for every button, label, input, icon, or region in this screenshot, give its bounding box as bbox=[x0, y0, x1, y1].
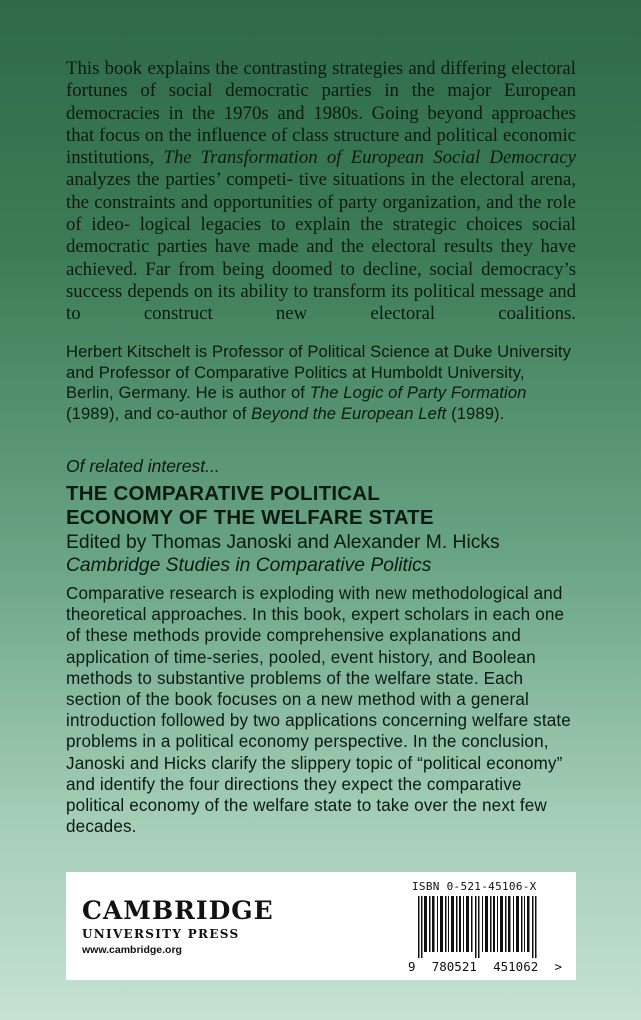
desc-line: analyzes the parties’ competi- bbox=[66, 169, 293, 191]
author-book-title: Beyond the European Left bbox=[251, 404, 447, 424]
barcode-digit: 9 bbox=[408, 959, 416, 974]
desc-line: tive situations in the electoral arena, the constraints and bbox=[66, 169, 576, 213]
desc-line: political economic institutions, bbox=[66, 124, 577, 169]
related-description-text: Comparative research is exploding with new methodological and theoretical approaches. In this book, expert scholars in each one of these methods provide comprehensive explanations and application of time-series, pooled, event history, and Boolean methods to substantive problems of the welfare state. Each section of the book focuses on a new method with a general introduction followed by two applications concerning welfare state problems in a political economy perspective. In the conclusion, Janoski and Hicks clarify the slippery topic of “political economy” and identify the four directions they expect the comparative political economy of the welfare state to take over the next few decades. bbox=[66, 584, 571, 837]
desc-line: democracy’s success depends on its ability to transform its bbox=[66, 258, 576, 302]
related-heading: Of related interest... bbox=[66, 456, 220, 476]
barcode-digit: 451062 bbox=[493, 959, 539, 974]
barcode-icon bbox=[406, 896, 564, 958]
barcode-digit: > bbox=[554, 959, 562, 974]
publisher-subname: UNIVERSITY PRESS bbox=[82, 927, 240, 941]
barcode-digit: 780521 bbox=[431, 959, 477, 974]
related-book-title bbox=[66, 482, 576, 530]
book-title-italic: European Social Democracy bbox=[350, 147, 576, 169]
desc-line: have achieved. Far from being doomed to decline, social bbox=[66, 236, 576, 280]
publisher-footer bbox=[66, 872, 576, 980]
related-series: Cambridge Studies in Comparative Politics bbox=[66, 555, 432, 576]
publisher-name: CAMBRIDGE bbox=[82, 896, 274, 925]
author-bio bbox=[66, 342, 576, 425]
author-book-title: The Logic of Party Formation bbox=[309, 383, 527, 403]
desc-line: approaches that focus on the influence of class structure and bbox=[66, 102, 576, 146]
author-bio-text: (1989). bbox=[446, 404, 505, 424]
desc-line: This book explains the contrasting strategies and differing bbox=[66, 58, 507, 79]
desc-line: opportunities of party organization, and the role of ideo- bbox=[66, 191, 577, 236]
desc-line: electoral fortunes of social democratic parties in the major bbox=[66, 58, 576, 102]
barcode-digits bbox=[406, 959, 564, 974]
book-title-italic: The Transformation of bbox=[163, 147, 342, 169]
related-editors: Edited by Thomas Janoski and Alexander M. Hicks bbox=[66, 532, 500, 553]
publisher-logo bbox=[82, 896, 274, 956]
author-bio-text: Herbert Kitschelt is Professor of Political Science at Duke University and Professor of Comparative Politics at Humboldt University, Berlin, Germany. He is author of bbox=[66, 342, 571, 403]
related-description bbox=[66, 583, 576, 837]
publisher-url: www.cambridge.org bbox=[82, 944, 182, 956]
related-title-line: ECONOMY OF THE WELFARE STATE bbox=[66, 506, 434, 529]
desc-line: logical legacies to explain the strategic choices social bbox=[139, 214, 576, 236]
desc-line: democratic parties have made and the electoral results they bbox=[66, 236, 533, 258]
desc-line: political message and to construct new electoral coalitions. bbox=[66, 280, 576, 325]
isbn-barcode bbox=[406, 880, 564, 974]
desc-line: European democracies in the 1970s and 1980s. Going beyond bbox=[66, 80, 576, 124]
author-bio-text: (1989), and co-author of bbox=[66, 404, 252, 424]
isbn-label: ISBN 0-521-45106-X bbox=[412, 880, 537, 893]
back-cover-description bbox=[66, 58, 576, 326]
related-title-line: THE COMPARATIVE POLITICAL bbox=[66, 482, 381, 505]
